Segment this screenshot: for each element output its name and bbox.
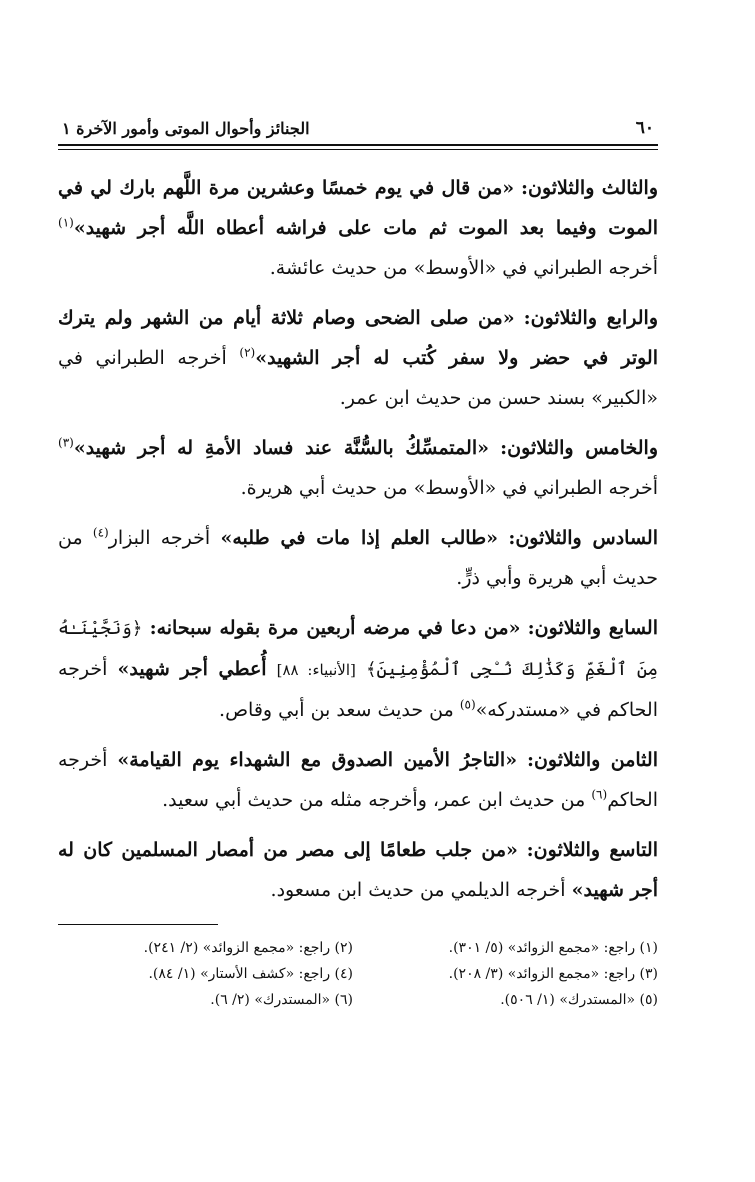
hadith-quote: «التاجرُ الأمين الصدوق مع الشهداء يوم القيامة» xyxy=(117,749,518,771)
paragraph-38 xyxy=(58,740,658,820)
footnote-marker[interactable]: (٥) xyxy=(459,697,476,712)
paragraph-source: أخرجه الحاكم في «مستدركه» xyxy=(58,658,658,721)
footnote-1: (١) راجع: «مجمع الزوائد» (٥/ ٣٠١). xyxy=(448,940,658,956)
paragraph-source: أخرجه الطبراني في «الكبير» بسند حسن من حديث ابن عمر. xyxy=(58,347,658,409)
header-rule-thin xyxy=(58,149,658,150)
paragraph-34 xyxy=(58,298,658,418)
footnote-marker[interactable]: (٤) xyxy=(92,525,109,540)
footnote-4: (٤) راجع: «كشف الأستار» (١/ ٨٤). xyxy=(148,966,353,982)
footnote-separator xyxy=(58,924,218,925)
paragraph-37 xyxy=(58,608,658,730)
book-title: الجنائز وأحوال الموتى وأمور الآخرة ١ xyxy=(62,119,310,138)
paragraph-lead: الثامن والثلاثون: xyxy=(526,749,658,771)
footnote-6: (٦) «المستدرك» (٢/ ٦). xyxy=(210,992,353,1008)
running-header xyxy=(58,112,658,138)
paragraph-39 xyxy=(58,830,658,910)
paragraph-lead: السابع والثلاثون: xyxy=(527,617,658,639)
paragraph-lead: التاسع والثلاثون: xyxy=(526,839,658,861)
header-rule-thick xyxy=(58,144,658,146)
paragraph-lead: والرابع والثلاثون: xyxy=(523,307,658,329)
quran-verse: ﴿وَنَجَّيْنَـٰهُ مِنَ ٱلْغَمِّ وَكَذَٰلِكَ نُـۨجِى ٱلْمُؤْمِنِينَ﴾ xyxy=(58,618,659,680)
paragraph-source-cont: من حديث ابن عمر، وأخرجه مثله من حديث أبي سعيد. xyxy=(162,789,586,811)
paragraph-lead: والخامس والثلاثون: xyxy=(500,437,659,459)
footnotes xyxy=(58,937,658,1011)
hadith-quote: «المتمسِّكُ بالسُّنَّة عند فساد الأمةِ له أجر شهيد» xyxy=(73,437,489,459)
paragraph-33 xyxy=(58,168,658,288)
paragraph-source: أخرجه الطبراني في «الأوسط» من حديث أبي هريرة. xyxy=(240,477,658,499)
footnote-5: (٥) «المستدرك» (١/ ٥٠٦). xyxy=(500,992,658,1008)
paragraph-35 xyxy=(58,428,658,508)
hadith-quote: «من جلب طعامًا إلى مصر من أمصار المسلمين كان له أجر شهيد» xyxy=(58,839,658,901)
footnote-marker[interactable]: (١) xyxy=(58,215,74,230)
footnote-marker[interactable]: (٣) xyxy=(58,435,74,450)
hadith-quote: «طالب العلم إذا مات في طلبه» xyxy=(220,527,499,549)
footnote-marker[interactable]: (٦) xyxy=(591,787,608,802)
footnote-2: (٢) راجع: «مجمع الزوائد» (٢/ ٢٤١). xyxy=(143,940,353,956)
book-page xyxy=(58,112,658,1132)
paragraph-source: أخرجه الديلمي من حديث ابن مسعود. xyxy=(270,879,566,901)
paragraph-lead: والثالث والثلاثون: xyxy=(520,177,658,199)
footnote-marker[interactable]: (٢) xyxy=(239,345,256,360)
paragraph-source-cont: من حديث أبي هريرة وأبي ذرٍّ. xyxy=(58,527,658,589)
paragraph-source: أخرجه البزار xyxy=(108,527,211,549)
hadith-quote: «من صلى الضحى وصام ثلاثة أيام من الشهر ولم يترك الوتر في حضر ولا سفر كُتب له أجر الشهيد» xyxy=(58,307,658,369)
paragraph-source-cont: من حديث سعد بن أبي وقاص. xyxy=(219,699,454,721)
page-number: ٦٠ xyxy=(635,118,654,138)
hadith-quote-end: أُعطي أجر شهيد» xyxy=(117,658,267,680)
paragraph-36 xyxy=(58,518,658,598)
paragraph-lead: السادس والثلاثون: xyxy=(508,527,658,549)
paragraph-source: أخرجه الطبراني في «الأوسط» من حديث عائشة. xyxy=(269,257,658,279)
paragraph-source: أخرجه الحاكم xyxy=(58,749,658,811)
footnote-3: (٣) راجع: «مجمع الزوائد» (٣/ ٢٠٨). xyxy=(448,966,658,982)
hadith-quote: «من دعا في مرضه أربعين مرة بقوله سبحانه: xyxy=(149,617,521,639)
main-text xyxy=(58,168,658,910)
verse-reference: [الأنبياء: ٨٨] xyxy=(276,661,356,679)
hadith-quote: «من قال في يوم خمسًا وعشرين مرة اللَّهم بارك لي في الموت وفيما بعد الموت ثم مات على فراشه أعطاه اللَّه أجر شهيد» xyxy=(58,177,658,239)
